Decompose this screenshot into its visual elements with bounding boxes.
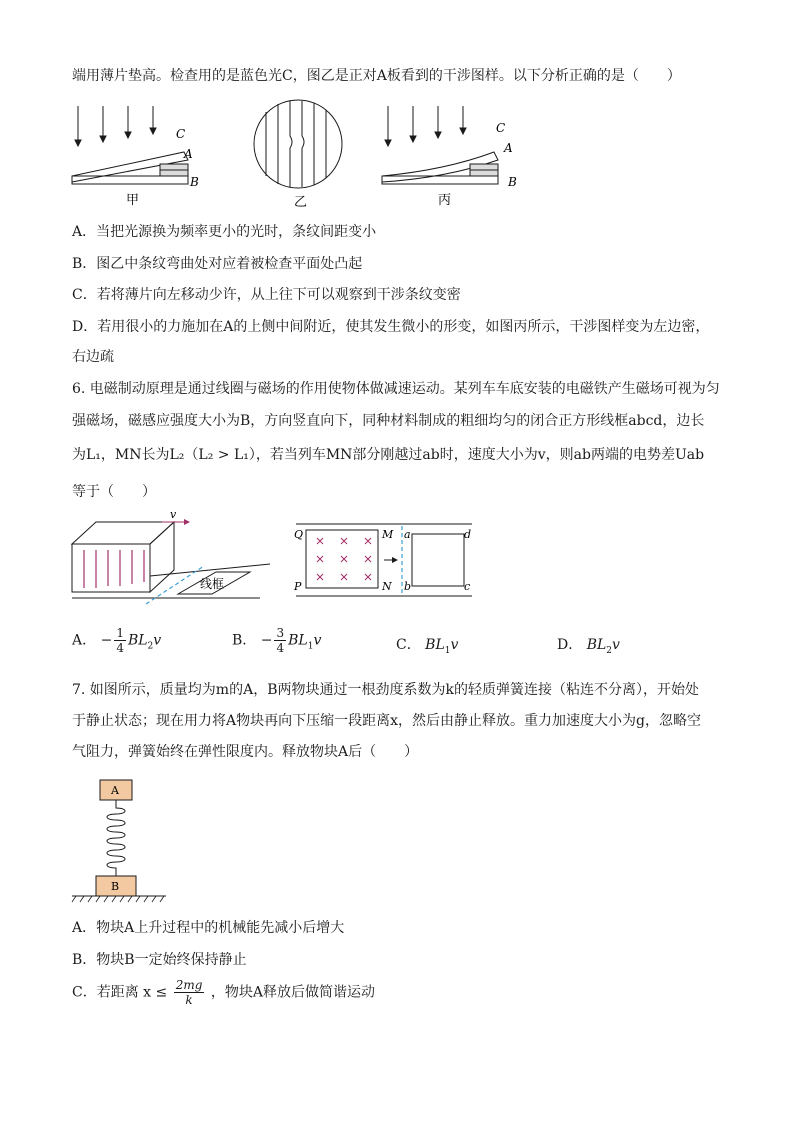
label-jia-A: A (184, 147, 193, 161)
block-a-label: A (111, 784, 119, 797)
q6-line4: 等于（ ） (72, 484, 156, 500)
spring-figure (70, 778, 170, 906)
q6-option-d: D． $BL_2v$ (557, 637, 620, 656)
q7-line1: 7. 如图所示，质量均为m的A，B两物块通过一根劲度系数为k的轻质弹簧连接（粘连不分离），开始处 (72, 682, 699, 698)
label-N: N (382, 580, 392, 593)
interference-figures (66, 98, 536, 210)
q5-option-a: A．当把光源换为频率更小的光时，条纹间距变小 (72, 224, 377, 240)
q7-line3: 气阻力，弹簧始终在弹性限度内。释放物块A后（ ） (72, 744, 419, 760)
q5-option-b: B．图乙中条纹弯曲处对应着被检查平面处凸起 (72, 256, 363, 272)
q6-option-d-prefix: D． (557, 637, 583, 653)
brake-figure-3d (70, 508, 280, 608)
label-b: b (404, 580, 412, 593)
label-bing-C: C (496, 121, 506, 135)
q6-option-c: C． $BL_1v$ (396, 637, 459, 656)
frame-label: 线框 (200, 577, 225, 591)
label-jia-C: C (176, 127, 186, 141)
figure-bing (382, 106, 498, 184)
velocity-label-3d: v (170, 508, 177, 521)
label-jia-B: B (190, 175, 199, 189)
q5-option-d-line1: D．若用很小的力施加在A的上侧中间附近，使其发生微小的形变，如图丙所示，干涉图样变为左边密， (72, 319, 710, 335)
label-c: c (464, 580, 471, 593)
q7-option-c: C．若距离 x ≤ $\frac{2mg}{k}$ ，物块A释放后做简谐运动 (72, 978, 375, 1007)
caption-jia: 甲 (126, 193, 140, 208)
q7-line2: 于静止状态；现在用力将A物块再向下压缩一段距离x，然后由静止释放。重力加速度大小为g，忽略空 (72, 713, 701, 729)
q7-option-c-post: ，物块A释放后做简谐运动 (210, 984, 375, 1001)
label-bing-A: A (504, 141, 513, 155)
q6-line2: 强磁场，磁感应强度大小为B，方向竖直向下，同种材料制成的粗细均匀的闭合正方形线框abcd，边长 (72, 413, 705, 429)
q7-option-b: B．物块B一定始终保持静止 (72, 952, 247, 968)
figure-jia (72, 106, 188, 184)
q6-option-b: B． − $\frac{3}{4}$ $BL_1v$ (232, 626, 322, 655)
q5-option-c: C．若将薄片向左移动少许，从上往下可以观察到干涉条纹变密 (72, 287, 461, 303)
q6-option-a: A． − $\frac{1}{4}$ $BL_2v$ (72, 626, 162, 655)
label-M: M (382, 528, 394, 541)
q6-option-a-prefix: A． (72, 632, 97, 649)
q6-line1: 6. 电磁制动原理是通过线圈与磁场的作用使物体做减速运动。某列车车底安装的电磁铁产生磁场可视为匀 (72, 381, 720, 397)
q6-line3: 为L₁，MN长为L₂（L₂ > L₁），若当列车MN部分刚越过ab时，速度大小为v，则ab两端的电势差Uab (72, 447, 705, 463)
block-b-label: B (111, 880, 120, 893)
label-a: a (404, 528, 411, 541)
label-P: P (294, 580, 302, 593)
q6-option-c-prefix: C． (396, 637, 421, 653)
question-intro: 端用薄片垫高。检查用的是蓝色光C，图乙是正对A板看到的干涉图样。以下分析正确的是（ ） (72, 68, 681, 84)
label-bing-B: B (508, 175, 517, 189)
brake-figure-top (290, 520, 480, 600)
label-Q: Q (294, 528, 304, 541)
figure-yi (254, 100, 342, 188)
q5-option-d-line2: 右边疏 (72, 349, 114, 365)
q7-option-a: A．物块A上升过程中的机械能先减小后增大 (72, 920, 345, 936)
label-d: d (464, 528, 472, 541)
caption-bing: 丙 (438, 193, 452, 208)
q6-option-b-prefix: B． (232, 632, 257, 649)
q7-option-c-pre: C．若距离 x ≤ (72, 984, 168, 1001)
caption-yi: 乙 (294, 195, 308, 210)
